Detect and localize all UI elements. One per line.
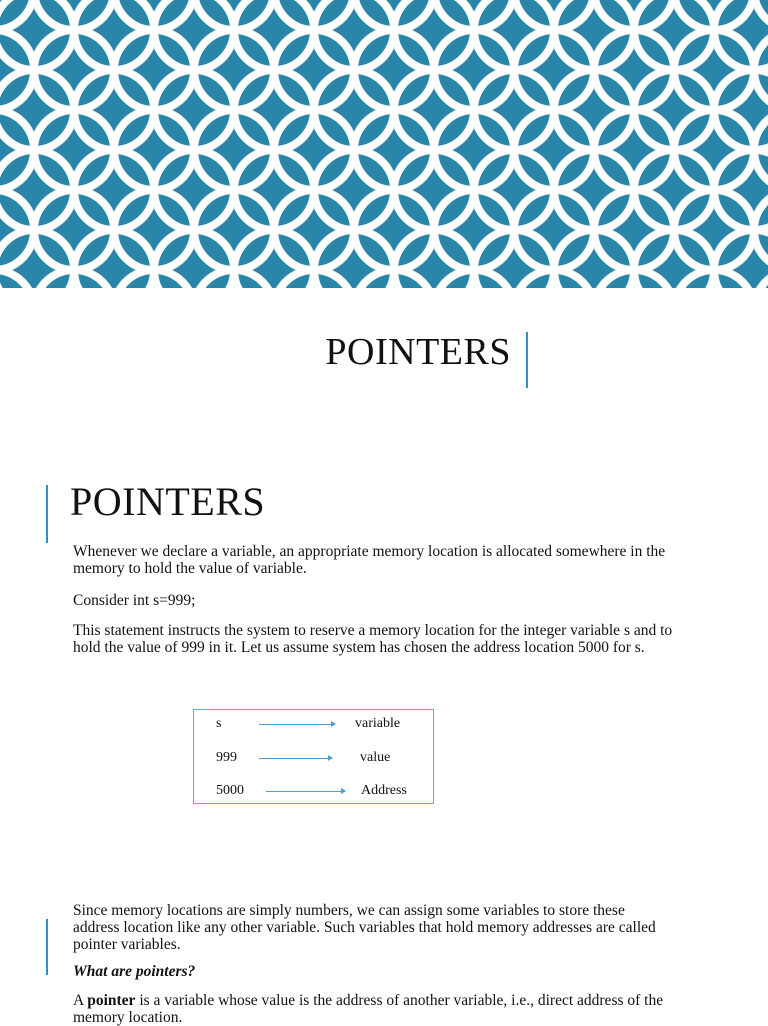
slide2-accent-bar [46,485,48,543]
explanation-paragraph: This statement instructs the system to reserve a memory location for the integer variable s and to hold the value of 999 in it. Let us assume system has chosen the address location 5000 for s. [73,622,673,656]
arrow-right-icon [259,724,334,725]
declaration-paragraph: Consider int s=999; [73,592,196,609]
arrow-right-icon [266,791,344,792]
pattern-banner [0,0,768,288]
diagram-right-label: Address [361,783,407,798]
diagram-row-variable [194,716,433,734]
title-accent-bar [526,332,528,388]
arrow-right-icon [259,758,331,759]
definition-term: pointer [87,992,136,1009]
diagram-left-label: s [216,716,222,731]
definition-prefix: A [73,992,88,1009]
diagram-right-label: variable [355,716,401,731]
diagram-row-address [194,783,433,801]
interlocking-circles-pattern [0,0,768,288]
slide2-heading: POINTERS [70,479,266,524]
diagram-left-label: 5000 [216,783,244,798]
diagram-row-value [194,750,433,768]
memory-diagram [193,709,434,804]
slide3-accent-bar [46,919,48,975]
memory-locations-paragraph: Since memory locations are simply numbers, we can assign some variables to store these address location like any other variable. Such variables that hold memory addresses are called pointer variables. [73,902,656,953]
pointer-definition-paragraph [73,992,673,1026]
title-slide-heading: POINTERS [325,331,511,373]
definition-rest: is a variable whose value is the address of another variable, i.e., direct address of the memory location. [73,992,664,1026]
diagram-right-label: value [360,750,391,765]
intro-paragraph: Whenever we declare a variable, an appropriate memory location is allocated somewhere in the memory to hold the value of variable. [73,543,666,577]
diagram-left-label: 999 [216,750,237,765]
what-are-pointers-heading: What are pointers? [73,963,196,980]
